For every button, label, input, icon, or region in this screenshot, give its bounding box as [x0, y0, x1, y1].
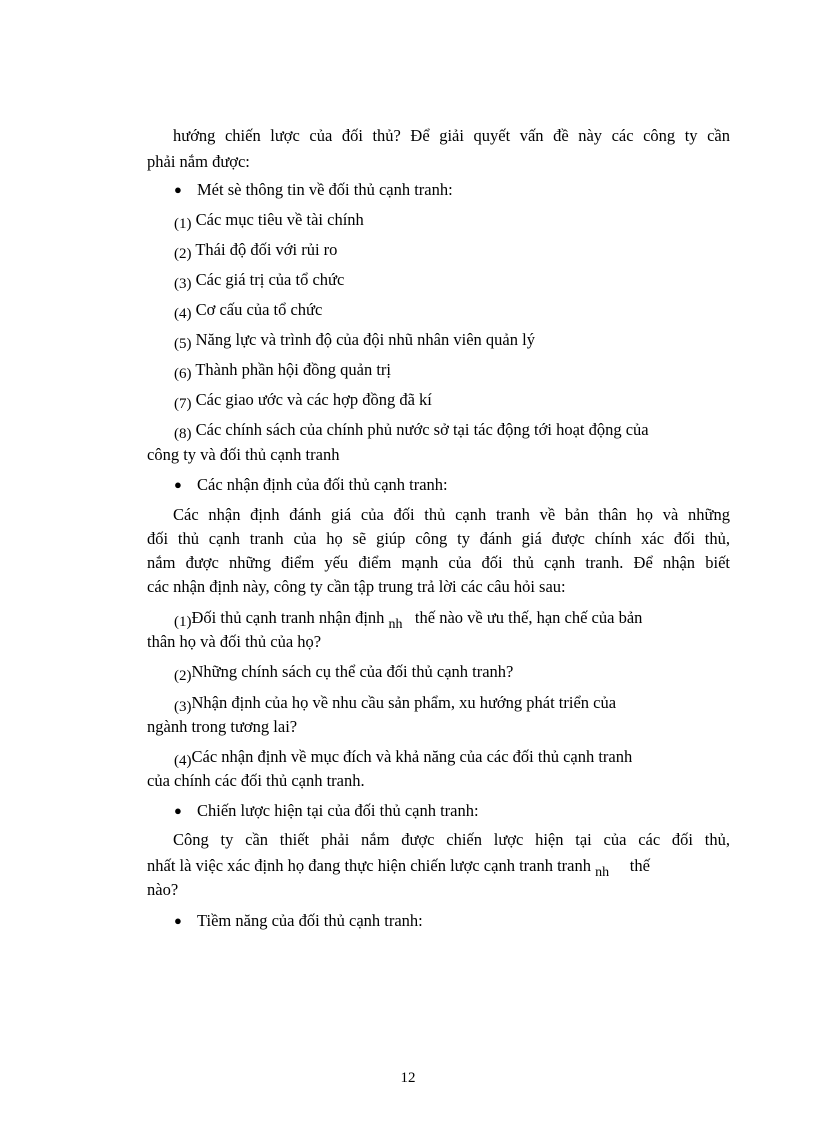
list-item: (4) Cơ cấu của tổ chức: [174, 300, 323, 322]
question-3: (3)Nhận định của họ về nhu cầu sản phẩm, xu hướng phát triển của: [174, 693, 617, 715]
question-1: (1)Đối thủ cạnh tranh nhận định $_{nh}$ thế nào về ưu thế, hạn chế của bản: [174, 608, 643, 632]
bullet-icon: ●: [174, 182, 182, 197]
question-4: (4)Các nhận định về mục đích và khả năng của các đối thủ cạnh tranh: [174, 747, 633, 769]
list-item: (7) Các giao ước và các hợp đồng đã kí: [174, 390, 432, 412]
bullet-icon: ●: [174, 913, 182, 928]
section4-heading: Tiềm năng của đối thủ cạnh tranh:: [197, 911, 423, 930]
question-1-continuation: thân họ và đối thủ của họ?: [147, 632, 322, 651]
list-item-continuation: công ty và đối thủ cạnh tranh: [147, 445, 340, 464]
question-4-continuation: của chính các đối thủ cạnh tranh.: [147, 771, 365, 790]
paragraph-line: nắm được những điểm yếu điểm mạnh của đối thủ cạnh tranh. Để nhận biết: [147, 553, 730, 572]
bullet-icon: ●: [174, 803, 182, 818]
list-item: (3) Các giá trị của tổ chức: [174, 270, 345, 292]
section2-heading: Các nhận định của đối thủ cạnh tranh:: [197, 475, 448, 494]
list-item: (6) Thành phần hội đồng quản trị: [174, 360, 391, 382]
bullet-icon: ●: [174, 477, 182, 492]
list-item: (8) Các chính sách của chính phủ nước sở tại tác động tới hoạt động của: [174, 420, 649, 442]
list-item: (2) Thái độ đối với rủi ro: [174, 240, 338, 262]
section3-heading: Chiến lược hiện tại của đối thủ cạnh tranh:: [197, 801, 479, 820]
paragraph-line: nhất là việc xác định họ đang thực hiện chiến lược cạnh tranh tranh $_{nh}$ thế: [147, 856, 650, 880]
question-2: (2)Những chính sách cụ thể của đối thủ cạnh tranh?: [174, 662, 514, 684]
list-item: (5) Năng lực và trình độ của đội nhũ nhân viên quản lý: [174, 330, 535, 352]
page-number: 12: [400, 1070, 416, 1086]
section1-heading: Mét sè thông tin về đối thủ cạnh tranh:: [197, 180, 453, 199]
paragraph-line: Công ty cần thiết phải nắm được chiến lược hiện tại của các đối thủ,: [173, 830, 730, 849]
paragraph-line: Các nhận định đánh giá của đối thủ cạnh tranh về bản thân họ và những: [173, 505, 730, 524]
question-3-continuation: ngành trong tương lai?: [147, 717, 298, 736]
list-item: (1) Các mục tiêu về tài chính: [174, 210, 364, 232]
paragraph-line: nào?: [147, 880, 179, 899]
paragraph-line: các nhận định này, công ty cần tập trung trả lời các câu hỏi sau:: [147, 577, 566, 596]
paragraph-line: đối thủ cạnh tranh của họ sẽ giúp công ty đánh giá được chính xác đối thủ,: [147, 529, 730, 548]
intro-line-1: hướng chiến lược của đối thủ? Để giải quyết vấn đề này các công ty cần: [173, 126, 730, 145]
intro-line-2: phải nắm được:: [147, 152, 250, 171]
